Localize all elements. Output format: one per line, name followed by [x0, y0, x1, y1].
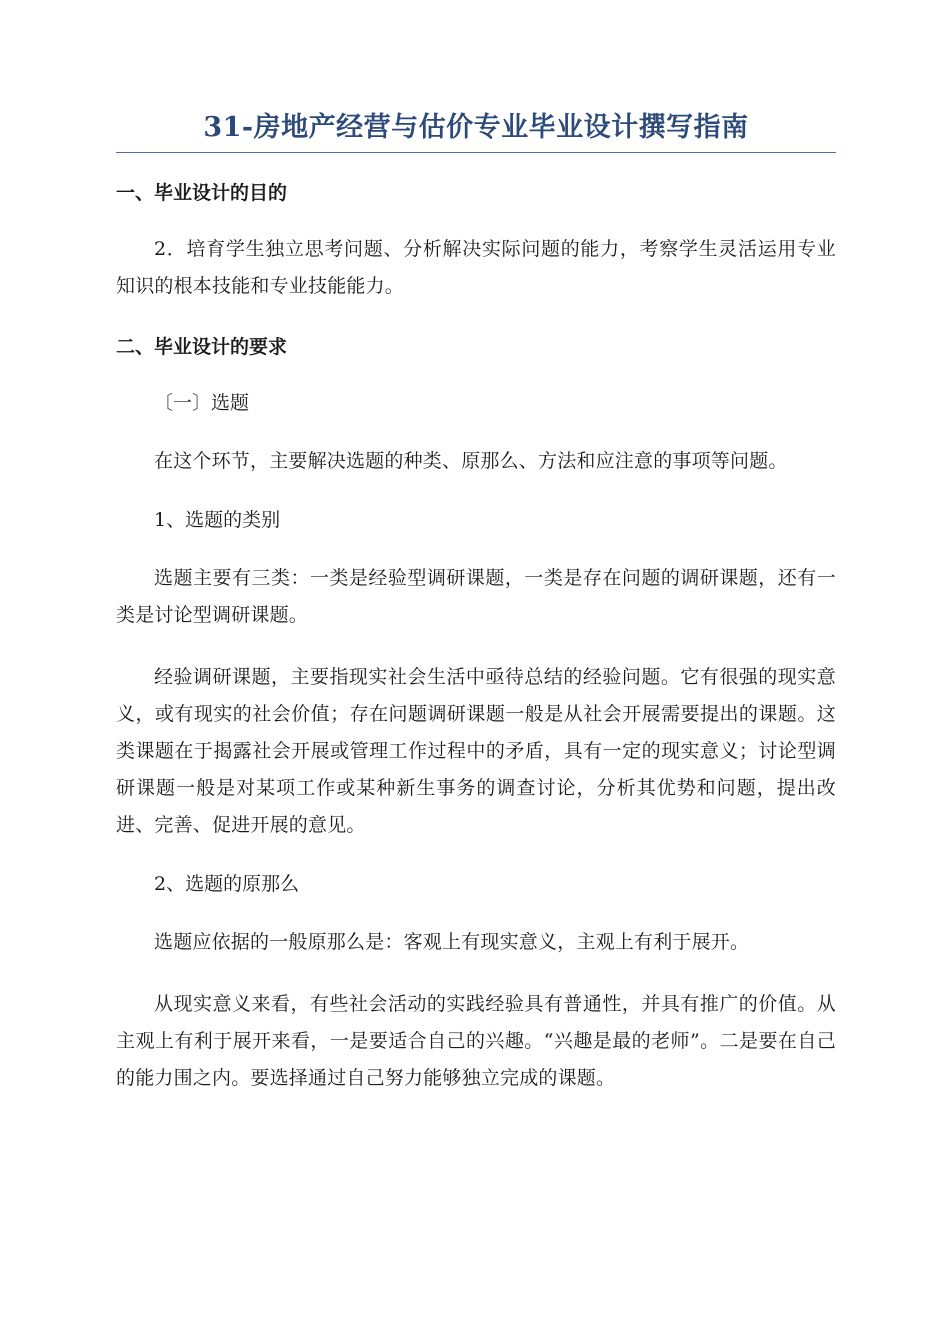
paragraph-categories: 选题主要有三类：一类是经验型调研课题，一类是存在问题的调研课题，还有一类是讨论型调研课题。 — [116, 567, 836, 626]
paragraph-purpose: 2．培育学生独立思考问题、分析解决实际问题的能力，考察学生灵活运用专业知识的根本技能和专业技能能力。 — [116, 238, 836, 297]
paragraph-practical-meaning: 从现实意义来看，有些社会活动的实践经验具有普通性，并具有推广的价值。从主观上有利于展开来看，一是要适合自己的兴趣。“兴趣是最的老师”。二是要在自己的能力围之内。要选择通过自己努力能够独立完成的课题。 — [116, 993, 836, 1089]
paragraph-principles: 选题应依据的一般原那么是：客观上有现实意义，主观上有利于展开。 — [154, 931, 750, 953]
subheading-topic-selection: 〔一〕选题 — [154, 392, 250, 414]
paragraph-experience-topics: 经验调研课题，主要指现实社会生活中亟待总结的经验问题。它有很强的现实意义，或有现实的社会价值；存在问题调研课题一般是从社会开展需要提出的课题。这类课题在于揭露社会开展或管理工作过程中的矛盾，具有一定的现实意义；讨论型调研课题一般是对某项工作或某种新生事务的调查讨论，分析其优势和问题，提出改进、完善、促进开展的意见。 — [116, 666, 836, 836]
document-title: 31-房地产经营与估价专业毕业设计撰写指南 — [116, 108, 836, 153]
paragraph-topic-intro: 在这个环节，主要解决选题的种类、原那么、方法和应注意的事项等问题。 — [154, 450, 788, 472]
subheading-topic-principles: 2、选题的原那么 — [154, 873, 300, 895]
document-page — [116, 108, 836, 1097]
subheading-topic-categories: 1、选题的类别 — [154, 509, 281, 531]
section-heading-requirements: 二、毕业设计的要求 — [116, 336, 288, 358]
section-heading-purpose: 一、毕业设计的目的 — [116, 182, 288, 204]
